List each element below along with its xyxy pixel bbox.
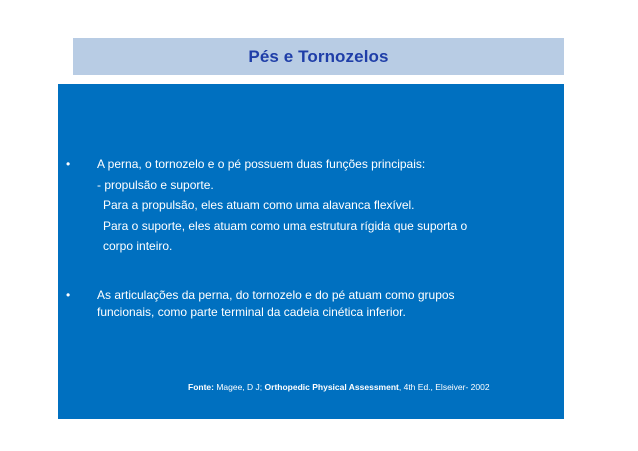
bullet-1-line-1: A perna, o tornozelo e o pé possuem duas funções principais: (97, 157, 426, 171)
bullet-marker: • (66, 288, 71, 302)
bullet-marker: • (66, 157, 71, 171)
source-label: Fonte: (188, 382, 214, 392)
bullet-1-line-2: - propulsão e suporte. (97, 178, 214, 192)
bullet-1-line-5: corpo inteiro. (103, 239, 173, 253)
source-citation (188, 382, 490, 392)
bullet-2-line-2: funcionais, como parte terminal da cadeia cinética inferior. (97, 305, 406, 319)
source-details: , 4th Ed., Elseiver- 2002 (398, 382, 490, 392)
bullet-1-line-4: Para o suporte, eles atuam como uma estrutura rígida que suporta o (103, 219, 468, 233)
bullet-1-line-3: Para a propulsão, eles atuam como uma alavanca flexível. (103, 198, 415, 212)
source-book: Orthopedic Physical Assessment (264, 382, 399, 392)
title-bar (73, 38, 564, 75)
source-authors: Magee, D J; (216, 382, 263, 392)
bullet-2-line-1: As articulações da perna, do tornozelo e do pé atuam como grupos (97, 288, 455, 302)
slide-title: Pés e Tornozelos (248, 46, 389, 66)
